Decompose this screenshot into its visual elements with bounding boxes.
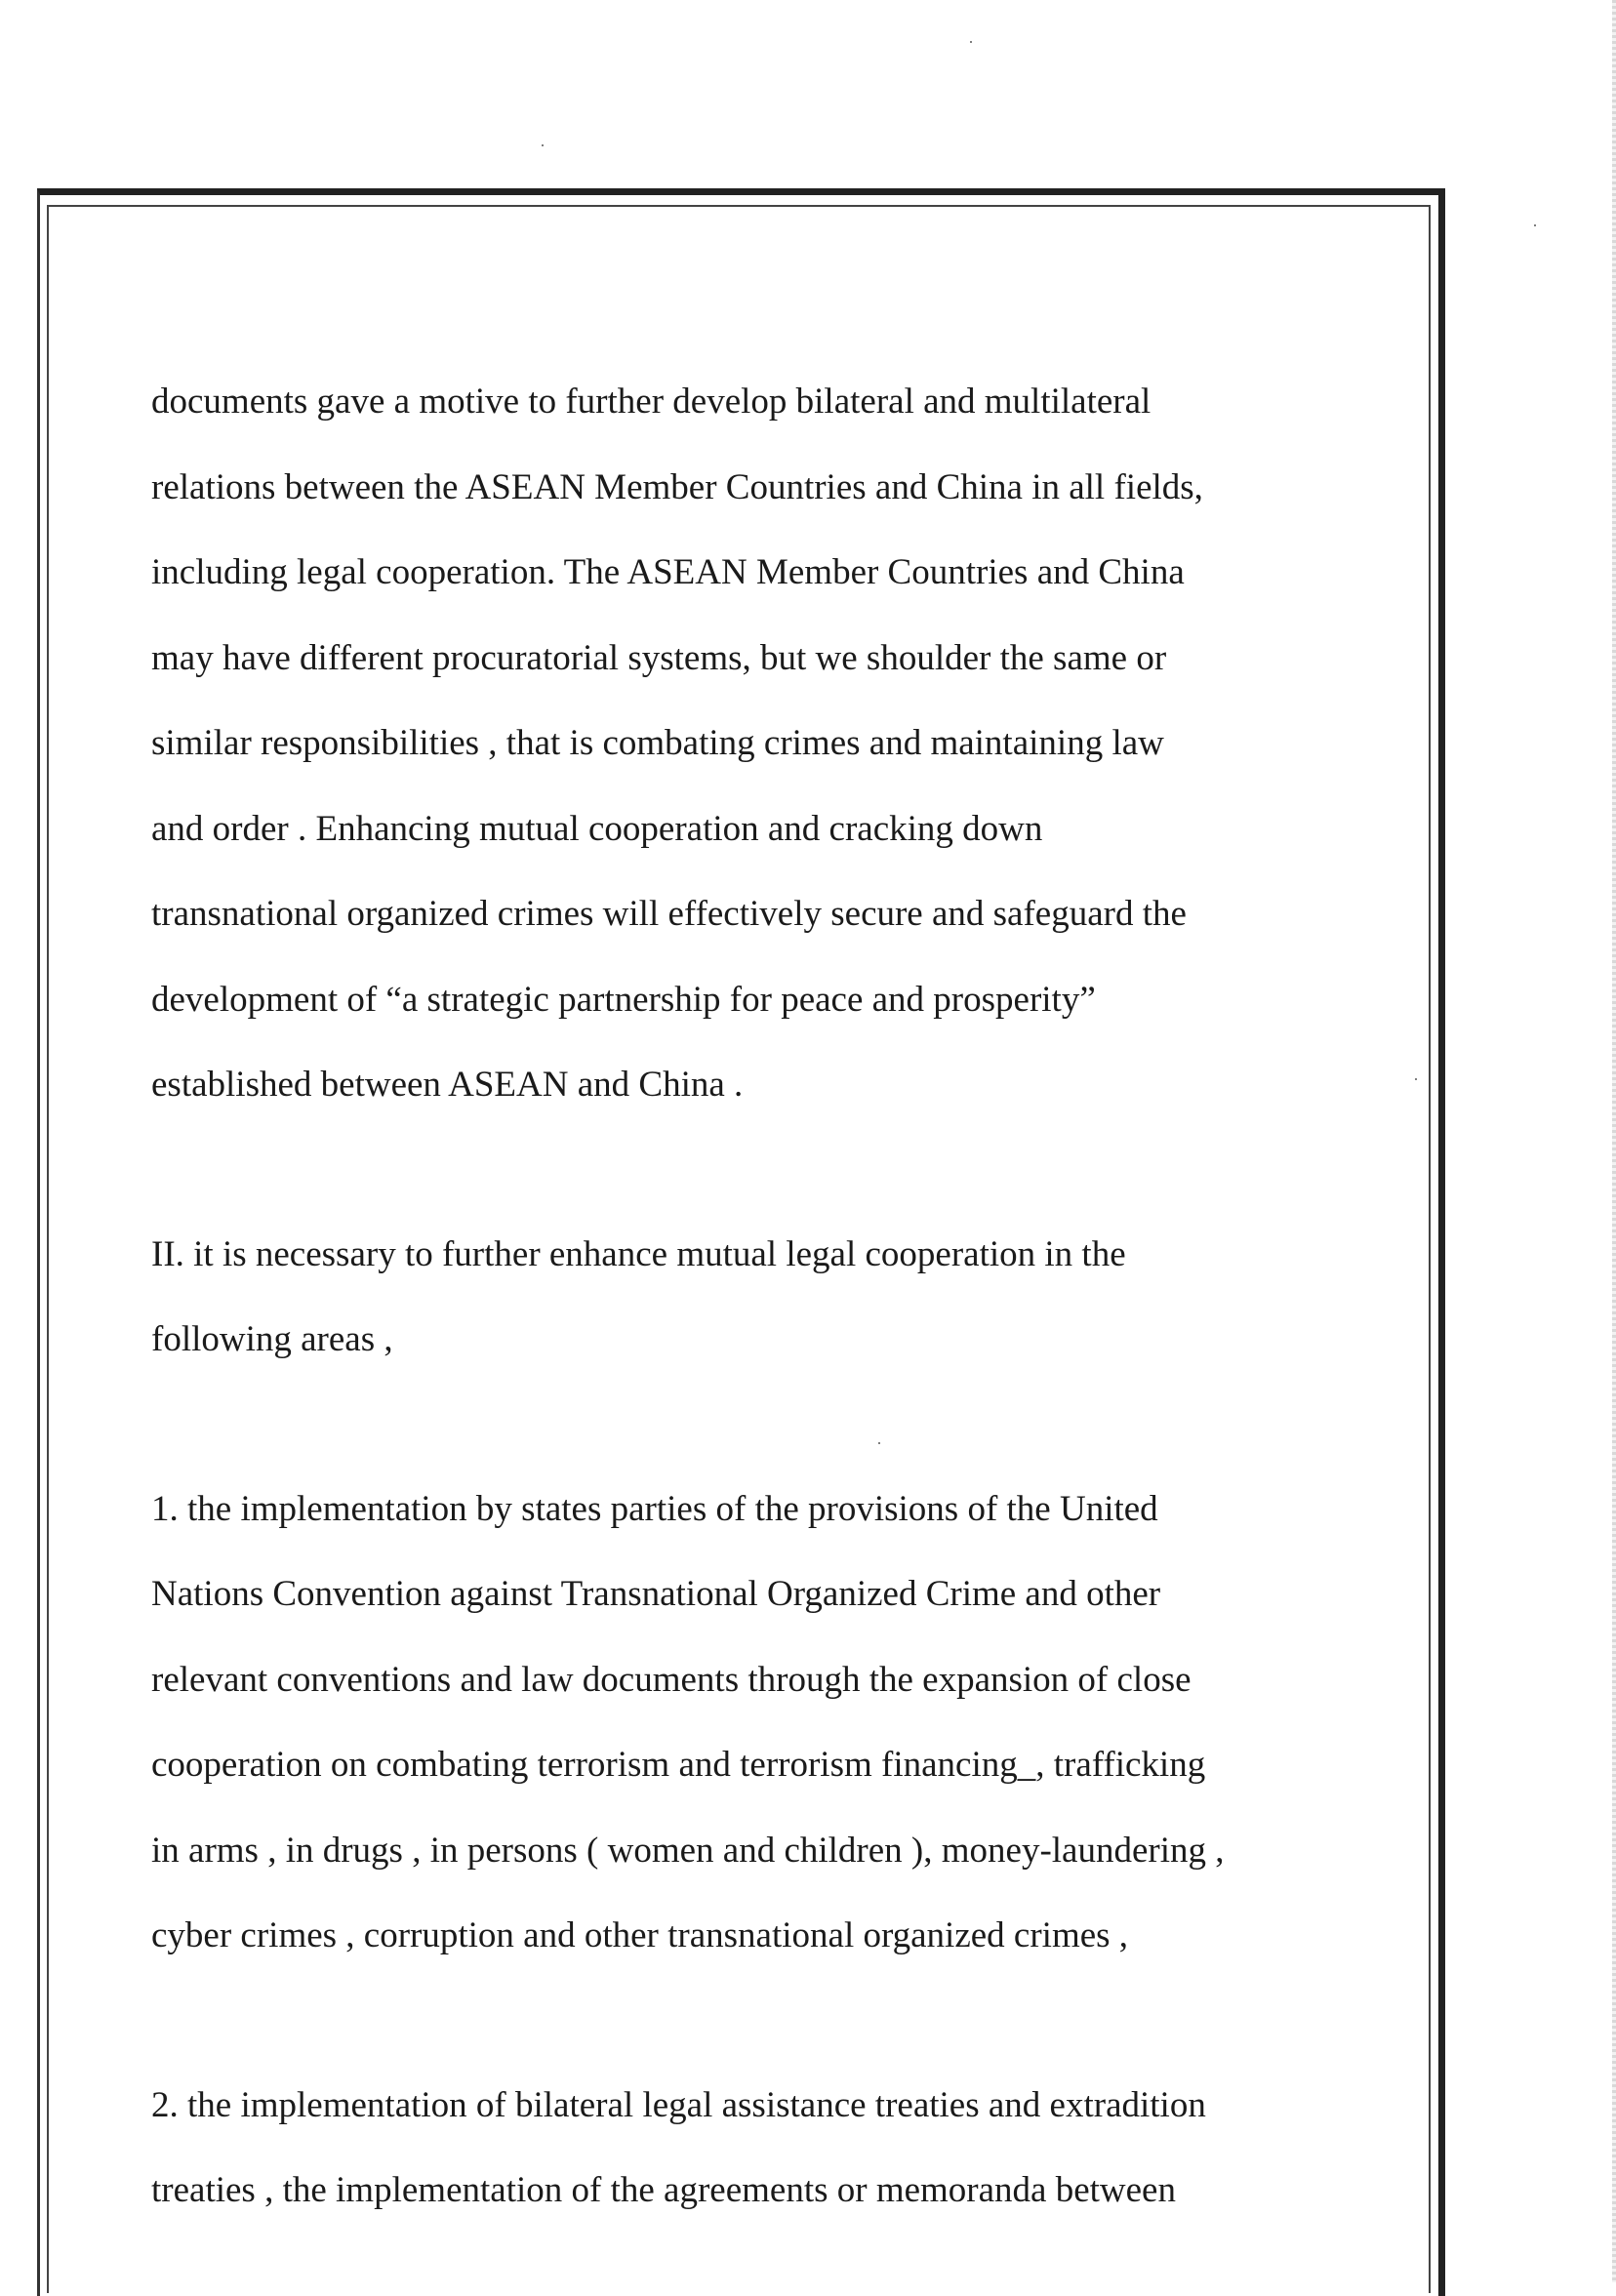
text-line: development of “a strategic partnership for peace and prosperity” xyxy=(151,979,1096,1020)
text-line: documents gave a motive to further develop bilateral and multilateral xyxy=(151,382,1151,422)
text-line: 1. the implementation by states parties of the provisions of the United xyxy=(151,1488,1158,1529)
text-line: and order . Enhancing mutual cooperation and cracking down xyxy=(151,808,1043,849)
scan-speck xyxy=(1534,224,1536,226)
scan-speck xyxy=(970,41,972,43)
text-line: in arms , in drugs , in persons ( women and children ), money-laundering , xyxy=(151,1830,1225,1871)
text-line: cooperation on combating terrorism and terrorism financing_, trafficking xyxy=(151,1745,1206,1785)
scan-speck xyxy=(1415,1078,1417,1080)
text-line: similar responsibilities , that is combating crimes and maintaining law xyxy=(151,723,1164,763)
text-line: may have different procuratorial systems, but we shoulder the same or xyxy=(151,637,1167,678)
paragraph-intro xyxy=(151,359,1283,1128)
scan-edge xyxy=(1612,0,1616,2282)
paragraph-section-ii xyxy=(151,1212,1283,1383)
text-line: established between ASEAN and China . xyxy=(151,1065,744,1105)
scan-speck xyxy=(542,144,544,146)
text-line: following areas , xyxy=(151,1319,393,1359)
text-line: treaties , the implementation of the agreements or memoranda between xyxy=(151,2170,1176,2210)
text-line: relations between the ASEAN Member Countries and China in all fields, xyxy=(151,466,1203,507)
text-line: transnational organized crimes will effectively secure and safeguard the xyxy=(151,894,1187,934)
document-body xyxy=(151,359,1283,2234)
text-line: relevant conventions and law documents through the expansion of close xyxy=(151,1659,1192,1700)
paragraph-item-1 xyxy=(151,1467,1283,1979)
text-line: including legal cooperation. The ASEAN Member Countries and China xyxy=(151,552,1185,592)
text-line: cyber crimes , corruption and other transnational organized crimes , xyxy=(151,1915,1129,1955)
text-line: Nations Convention against Transnational Organized Crime and other xyxy=(151,1574,1161,1614)
text-line: II. it is necessary to further enhance mutual legal cooperation in the xyxy=(151,1233,1126,1274)
text-line: 2. the implementation of bilateral legal assistance treaties and extradition xyxy=(151,2084,1206,2125)
paragraph-item-2 xyxy=(151,2063,1283,2234)
